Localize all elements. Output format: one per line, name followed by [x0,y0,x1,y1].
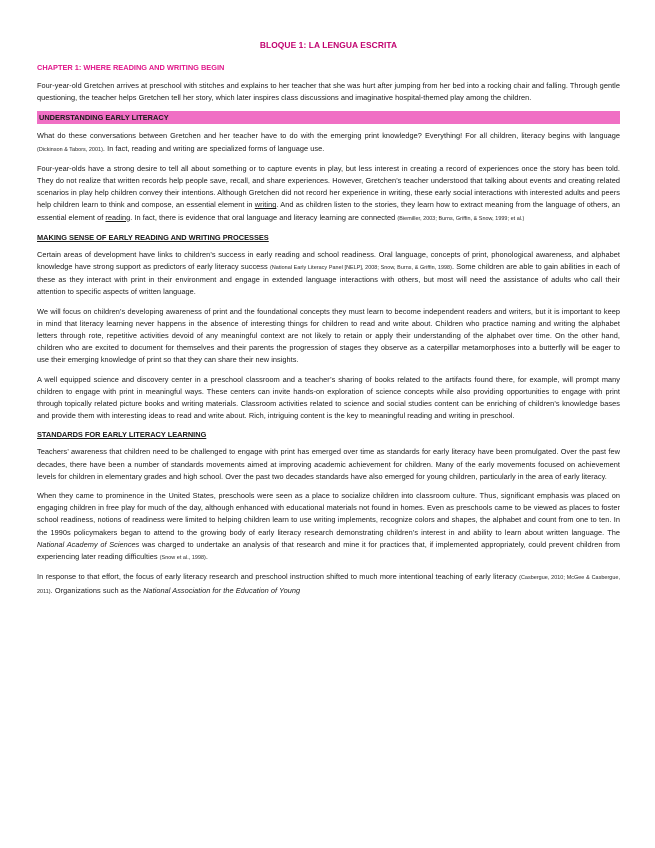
section-heading-standards: STANDARDS FOR EARLY LITERACY LEARNING [37,430,207,440]
organization-name: National Association for the Education of Young [143,585,301,595]
text-run: . [205,552,208,562]
underlined-word-writing: writing [254,200,277,210]
text-run: . And as children listen to the stories, they learn how to extract meaning from the language of others, an essential element of [37,200,620,222]
chapter-heading: CHAPTER 1: WHERE READING AND WRITING BEGIN [37,63,225,72]
text-run: When they came to prominence in the United States, preschools were seen as a place to socialize children into classroom culture. Thus, significant emphasis was placed on engaging children in free play for much of the day, although enhanced with educational materials not found in homes. Even as preschools came to be viewed as places to foster school readiness, notions of readiness were limited to helping children learn to use writing implements, recognize colors and shapes, the alphabet and count from one to ten. In the 1990s policymakers began to attend to the growing body of early literacy research demonstrating children’s interest in and ability to learn about written language. The [37,491,620,537]
text-run: . Some children are able to gain abilities in each of these as they interact with print in their environment and engage in extended language interactions with others, but most will need the assistance of adults who call their attention to specific aspects of written language. [37,262,620,297]
citation: (Biemiller, 2003; Burns, Griffin, & Snow, 1999; et al.) [397,215,525,222]
text-run: . In fact, there is evidence that oral language and literacy learning are connected [130,212,396,222]
text-run: What do these conversations between Gretchen and her teacher have to do with the emerging print knowledge? Everything! For all children, literacy begins with language [37,131,620,141]
text-run: . In fact, reading and writing are specialized forms of language use. [102,143,325,153]
citation: (Snow et al., 1998) [159,555,206,562]
document-title: BLOQUE 1: LA LENGUA ESCRITA [259,40,398,50]
document-page [37,40,620,605]
text-run: was charged to undertake an analysis of that research and mine it for practices that, if implemented appropriately, could prevent children from experiencing later reading difficulties [37,539,620,562]
paragraph-preschool-history [37,490,620,564]
paragraph-areas-of-development [37,249,620,299]
underlined-word-reading: reading [105,212,131,222]
text-run: Certain areas of development have links to children’s success in early reading and school readiness. Oral language, concepts of print, phonological awareness, and alphabet knowledge have strong support as predictors of early literacy success [37,249,620,272]
paragraph-literacy-begins [37,130,620,155]
text-run: In response to that effort, the focus of early literacy research and preschool instruction shifted to much more intentional teaching of early literacy [37,572,517,582]
citation: (Casbergue, 2010; McGee & Casbergue, 2011) [37,575,620,595]
organization-name: National Academy of Sciences [37,539,140,549]
citation: (Dickinson & Tabors, 2001) [37,146,103,153]
citation: (National Early Literacy Panel [NELP], 2008; Snow, Burns, & Griffin, 1998) [269,265,452,272]
section-heading-making-sense: MAKING SENSE OF EARLY READING AND WRITING PROCESSES [37,232,269,242]
paragraph-four-year-olds [37,163,620,225]
paragraph-science-center: A well equipped science and discovery center in a preschool classroom and a teacher’s sharing of books related to the artifacts found there, for example, will prompt many children to engage with print in meaningful ways. These centers can invite hands-on exploration of science concepts while also providing opportunities to engage with print through topically related picture books and writing materials. Classroom activities related to science and social studies content can be enriching of children’s knowledge bases and provide them with interesting ideas to read and write about. Rich, intriguing content is the key to meaningful reading and writing in preschool. [37,374,620,421]
section-banner-understanding-early-literacy: UNDERSTANDING EARLY LITERACY [37,111,620,124]
text-run: Four-year-olds have a strong desire to tell all about something or to capture events in play, but less interest in creating a record of experiences once the story has been told. They do not realize that written records help people save, recall, and share experiences. However, Gretchen’s teacher understood that talking about events and creating related scenarios in play help children convey their intentions. Although Gretchen did not record her experience in writing, these early social interactions with interested adults and peers help children learn to think and compose, an essential element in [37,163,620,210]
intro-paragraph: Four-year-old Gretchen arrives at preschool with stitches and explains to her teacher that she was hurt after jumping from her bed into a rocking chair and falling. Through gentle questioning, the teacher helps Gretchen tell her story, which later inspires class discussions and imaginative hospital-themed play among the children. [37,81,620,103]
text-run: . Organizations such as the [50,585,141,595]
paragraph-print-awareness: We will focus on children’s developing awareness of print and the foundational concepts they must learn to become independent readers and writers, but it is important to keep in mind that literacy learning never happens in the absence of interesting things for children to read and write about. Children who practice naming and writing the alphabet letters through rote, repetitive activities devoid of any meaningful context are not likely to retain or apply their understanding of the alphabet over time. On the other hand, children who are excited to document for themselves and their parents the progression of stages they observe as a caterpillar metamorphoses into a butterfly will be eager to use their emerging knowledge of print so that they can share their new insights. [37,306,620,365]
paragraph-teachers-awareness: Teachers’ awareness that children need to be challenged to engage with print has emerged over time as standards for early literacy have been promulgated. Over the past few decades, there have been a number of standards movements aimed at improving academic achievement for children. Many of the early movements focused on achievement levels for children in elementary grades and high school. Over the past two decades standards have also emerged for young children, particularly in the area of early literacy. [37,447,620,481]
paragraph-intentional-teaching [37,571,620,597]
